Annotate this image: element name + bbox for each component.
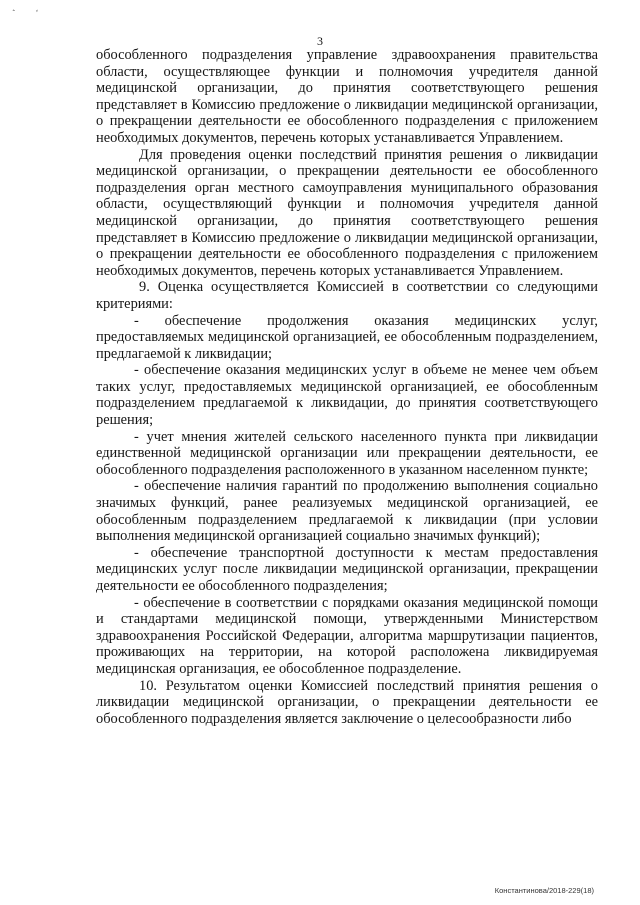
list-item: - обеспечение оказания медицинских услуг в объеме не менее чем объем таких услуг, предоставляемых медицинской организацией, ее обособленным подразделением предлагаемой к ликвидации, до принятия соответствующего решения;	[96, 362, 598, 429]
paragraph: 9. Оценка осуществляется Комиссией в соответствии со следующими критериями:	[96, 279, 598, 312]
paragraph: 10. Результатом оценки Комиссией последствий принятия решения о ликвидации медицинской организации, о прекращении деятельности ее обособленного подразделения является заключение о целесообразности либо	[96, 677, 598, 727]
document-body	[96, 47, 598, 727]
list-item: - учет мнения жителей сельского населенного пункта при ликвидации единственной медицинской организации или прекращении деятельности, ее обособленного подразделения расположенного в указанном населенном пункте;	[96, 428, 598, 478]
scan-mark: `	[11, 7, 20, 20]
document-code: Константинова/2018-229(18)	[494, 886, 594, 895]
list-item: - обеспечение наличия гарантий по продолжению выполнения социально значимых функций, ранее реализуемых медицинской организацией, ее обособленным подразделением предлагаемой к ликвидации (при условии выполнения медицинской организацией социально значимых функций);	[96, 478, 598, 545]
list-item: - обеспечение транспортной доступности к местам предоставления медицинских услуг после ликвидации медицинской организации, прекращении деятельности ее обособленного подразделения;	[96, 544, 598, 594]
list-item: - обеспечение продолжения оказания медицинских услуг, предоставляемых медицинской организацией, ее обособленным подразделением, предлагаемой к ликвидации;	[96, 312, 598, 362]
page-number: 3	[317, 34, 323, 48]
list-item: - обеспечение в соответствии с порядками оказания медицинской помощи и стандартами медицинской помощи, утвержденными Министерством здравоохранения Российской Федерации, алгоритма маршрутизации пациентов, проживающих на территории, на которой расположена ликвидируемая медицинская организация, ее обособленное подразделение.	[96, 594, 598, 677]
scan-mark: ˊ	[34, 8, 45, 19]
paragraph: обособленного подразделения управление здравоохранения правительства области, осуществляющее функции и полномочия учредителя данной медицинской организации, до принятия соответствующего решения представляет в Комиссию предложение о ликвидации медицинской организации, о прекращении деятельности ее обособленного подразделения с приложением необходимых документов, перечень которых устанавливается Управлением.	[96, 47, 598, 146]
paragraph: Для проведения оценки последствий принятия решения о ликвидации медицинской организации, о прекращении деятельности ее обособленного подразделения орган местного самоуправления муниципального образования области, осуществляющий функции и полномочия учредителя данной медицинской организации, до принятия соответствующего решения представляет в Комиссию предложение о ликвидации медицинской организации, о прекращении деятельности ее обособленного подразделения с приложением необходимых документов, перечень которых устанавливается Управлением.	[96, 146, 598, 279]
